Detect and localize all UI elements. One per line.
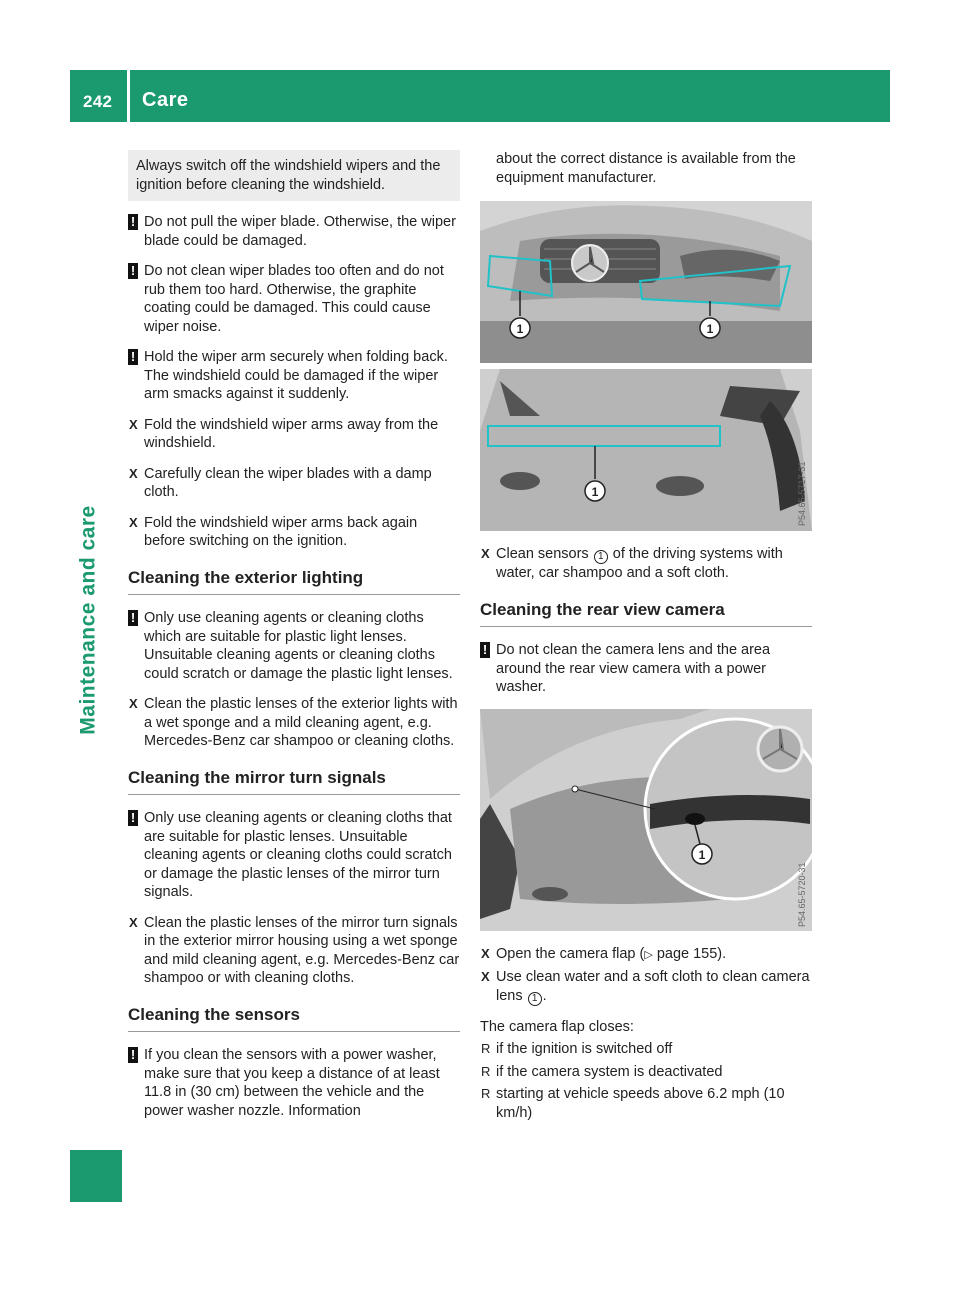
callout-number: 1 [594, 550, 608, 564]
step-item [128, 695, 460, 751]
step-item [480, 945, 812, 965]
heading-rear-view-camera: Cleaning the rear view camera [480, 601, 812, 628]
step-arrow-icon: X [129, 514, 138, 530]
figure-camera [480, 709, 812, 931]
step-item [128, 914, 460, 988]
page-number: 242 [83, 92, 113, 111]
header-divider [127, 70, 130, 122]
step-arrow-icon: X [129, 416, 138, 432]
step-text: Carefully clean the wiper blades with a damp cloth. [144, 465, 432, 500]
warning-paragraph [128, 262, 460, 336]
step-text: Clean the plastic lenses of the mirror turn signals in the exterior mirror housing using a wet sponge and mild cleaning agent, e.g. Mercedes-Benz car shampoo or with cleaning cloths. [144, 914, 460, 986]
warning-paragraph [128, 1046, 460, 1120]
step-arrow-icon: X [129, 696, 138, 711]
side-chapter-label [72, 470, 106, 770]
warning-text: Do not pull the wiper blade. Otherwise, the wiper blade could be damaged. [144, 214, 456, 249]
callout-1: 1 [591, 485, 599, 499]
warning-text: Do not clean wiper blades too often and do not rub them too hard. Otherwise, the graphite coating could be damaged. This could cause wiper noise. [144, 263, 444, 335]
step-text: . [542, 987, 547, 1004]
continued-text: about the correct distance is available from the equipment manufacturer. [496, 151, 796, 186]
warning-icon: ! [128, 349, 138, 365]
callout-1: 1 [516, 322, 524, 336]
step-text: Fold the windshield wiper arms away from the windshield. [144, 416, 439, 451]
warning-icon: ! [128, 810, 138, 826]
heading-exterior-lighting: Cleaning the exterior lighting [128, 569, 460, 596]
step-text: Clean sensors [496, 546, 589, 562]
step-arrow-icon: X [481, 945, 490, 961]
bullet-icon: R [481, 1063, 491, 1079]
step-text: of the driving systems with water, car shampoo and a soft cloth. [496, 546, 783, 581]
page-reference-link[interactable]: page 155). [656, 945, 727, 962]
header-bar [70, 70, 890, 122]
warning-paragraph [480, 641, 812, 697]
warning-text: If you clean the sensors with a power washer, make sure that you keep a distance of at least 11.8 in (30 cm) between the vehicle and the power washer nozzle. Information [144, 1047, 440, 1119]
list-item [480, 1040, 812, 1059]
warning-paragraph [128, 809, 460, 902]
page-ref-triangle-icon: ▷ [644, 948, 653, 961]
warning-icon: ! [480, 642, 490, 658]
step-text: Clean the plastic lenses of the exterior lights with a wet sponge and a mild cleaning agent, e.g. Mercedes-Benz car shampoo or cleaning cloths. [144, 696, 458, 749]
warning-text: Hold the wiper arm securely when folding back. The windshield could be damaged if the wiper arm smacks against it suddenly. [144, 349, 448, 402]
step-item [480, 545, 812, 583]
callout-1: 1 [698, 847, 706, 862]
step-item [128, 465, 460, 502]
warning-paragraph [128, 213, 460, 250]
sensors-illustration [480, 201, 812, 531]
step-item [128, 416, 460, 453]
step-text: Use clean water and a soft cloth to clean camera lens [496, 969, 810, 1004]
warning-paragraph [128, 609, 460, 683]
left-column [128, 150, 460, 1132]
step-arrow-icon: X [129, 914, 138, 930]
list-item-text: if the camera system is deactivated [496, 1063, 723, 1080]
heading-sensors: Cleaning the sensors [128, 1006, 460, 1033]
side-chapter-text: Maintenance and care [77, 505, 101, 735]
figure-code: P54.65-5717-31 [797, 461, 807, 526]
side-tab-block [70, 1150, 122, 1202]
warning-paragraph [128, 348, 460, 404]
step-arrow-icon: X [481, 546, 490, 561]
list-item [480, 1063, 812, 1082]
camera-flap-intro: The camera flap closes: [480, 1018, 634, 1035]
step-item [480, 968, 812, 1006]
camera-illustration [480, 709, 812, 931]
step-arrow-icon: X [481, 969, 490, 984]
step-text: Fold the windshield wiper arms back again before switching on the ignition. [144, 514, 418, 549]
figure-code: P54.65-5720-31 [797, 861, 807, 927]
info-box: Always switch off the windshield wipers and the ignition before cleaning the windshield. [128, 150, 460, 201]
bullet-icon: R [481, 1086, 491, 1101]
warning-icon: ! [128, 214, 138, 230]
figure-sensors [480, 201, 812, 531]
warning-text: Do not clean the camera lens and the area around the rear view camera with a power washer. [496, 642, 771, 695]
warning-text: Only use cleaning agents or cleaning cloths which are suitable for plastic light lenses. Unsuitable cleaning agents or cleaning cloths could scratch or damage the plastic light lenses. [144, 610, 453, 682]
list-item [480, 1085, 812, 1122]
heading-mirror-turn-signals: Cleaning the mirror turn signals [128, 769, 460, 796]
warning-icon: ! [128, 1047, 138, 1063]
step-text: Open the camera flap ( [496, 945, 645, 962]
bullet-icon: R [481, 1041, 491, 1056]
list-item-text: if the ignition is switched off [496, 1041, 673, 1057]
callout-1: 1 [706, 322, 714, 336]
warning-icon: ! [128, 610, 138, 626]
warning-icon: ! [128, 263, 138, 279]
warning-text: Only use cleaning agents or cleaning cloths that are suitable for plastic lenses. Unsuitable cleaning agents or cleaning cloths could scratch or damage the plastic lenses of the mirror turn signals. [144, 810, 452, 900]
section-title: Care [142, 89, 189, 111]
step-arrow-icon: X [129, 465, 138, 481]
list-item-text: starting at vehicle speeds above 6.2 mph (10 km/h) [496, 1086, 785, 1121]
step-item [128, 514, 460, 551]
right-column [480, 150, 812, 1126]
callout-number: 1 [528, 992, 542, 1006]
